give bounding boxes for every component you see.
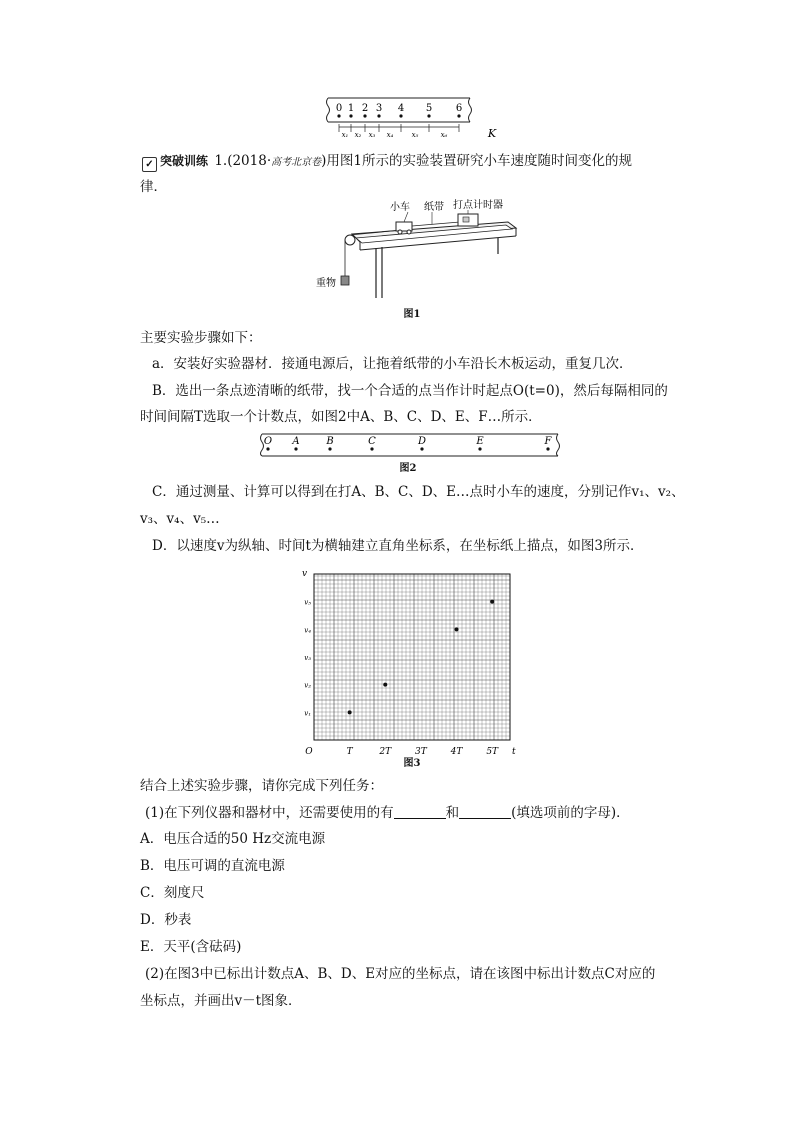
fig1-caption: 图1 — [403, 309, 421, 320]
segment-label-5: x₅ — [411, 131, 419, 139]
problem-source: 高考北京卷 — [271, 157, 322, 168]
data-point-E — [490, 600, 494, 604]
x-axis-label: t — [512, 747, 516, 757]
segment-label-2: x₂ — [354, 131, 362, 139]
step-b-line2: 时间间隔T选取一个计数点，如图2中A、B、C、D、E、F…所示． — [140, 409, 542, 425]
segment-label-1: x₁ — [341, 131, 349, 139]
y-tick-label: v₁ — [304, 709, 311, 718]
q1-suffix: (填选项前的字母)． — [511, 805, 630, 821]
segment-label-3: x₃ — [368, 131, 376, 139]
tape-tick-0: 0 — [335, 103, 343, 114]
question-2-line2: 坐标点，并画出v－t图象． — [140, 993, 302, 1009]
answer-blank-2[interactable] — [459, 804, 511, 819]
label-weight: 重物 — [316, 278, 336, 289]
option-c: C．刻度尺 — [140, 885, 205, 901]
tape-tick-4: 4 — [397, 103, 405, 114]
x-tick-label: 5T — [486, 747, 499, 757]
tape-point-label-A: A — [292, 436, 300, 447]
x-tick-label: 4T — [450, 747, 463, 757]
question-2-line1: (2)在图3中已标出计数点A、B、D、E对应的坐标点，请在该图中标出计数点C对应的 — [145, 966, 656, 982]
q1-mid: 和 — [445, 805, 460, 821]
tape-point-O — [266, 447, 269, 450]
tape-tick-2: 2 — [361, 103, 369, 114]
tape-point-label-B: B — [326, 436, 334, 447]
steps-heading: 主要实验步骤如下： — [140, 330, 262, 346]
tape-point-label-F: F — [544, 436, 552, 447]
y-tick-label: v₃ — [304, 654, 311, 662]
problem-intro-text: )用图1所示的实验装置研究小车速度随时间变化的规 — [321, 153, 632, 169]
weight-block — [341, 276, 349, 285]
tape-point-label-C: C — [368, 436, 376, 447]
label-timer: 打点计时器 — [453, 200, 503, 211]
answer-blank-1[interactable] — [394, 804, 446, 819]
tasks-intro: 结合上述实验步骤，请你完成下列任务： — [140, 778, 383, 794]
label-cart: 小车 — [390, 202, 410, 213]
step-c-line1: C．通过测量、计算可以得到在打A、B、C、D、E…点时小车的速度，分别记作v₁、v₂、 — [152, 484, 685, 500]
segment-label-6: x₆ — [440, 131, 448, 139]
problem-number: 1. — [214, 153, 228, 169]
origin-label: O — [305, 747, 313, 757]
option-d: D．秒表 — [140, 912, 192, 928]
tape-point-label-O: O — [263, 436, 273, 447]
tape-point-C — [370, 447, 373, 450]
fig2-caption: 图2 — [399, 463, 417, 474]
tape-tick-1: 1 — [347, 103, 355, 114]
option-b: B．电压可调的直流电源 — [140, 858, 285, 874]
data-point-B — [383, 683, 387, 687]
fig2-tape — [254, 432, 566, 458]
label-tape: 纸带 — [424, 202, 444, 213]
option-e: E．天平(含砝码) — [140, 939, 242, 955]
tape-tick-3: 3 — [375, 103, 383, 114]
tape-point-D — [420, 447, 423, 450]
x-tick-label: 2T — [379, 747, 392, 757]
y-tick-label: v₅ — [304, 598, 311, 607]
tape-point-F — [546, 447, 549, 450]
problem-intro-line2: 律． — [140, 179, 167, 195]
data-point-D — [455, 627, 459, 631]
tape-point-label-E: E — [476, 436, 484, 447]
segment-label-4: x₄ — [386, 131, 394, 139]
tape-point-label-D: D — [417, 436, 427, 447]
plot-frame — [314, 574, 510, 740]
option-a: A．电压合适的50 Hz交流电源 — [140, 831, 326, 847]
top-tape-figure — [322, 94, 502, 142]
tape-tick-6: 6 — [455, 103, 463, 114]
y-tick-label: v₄ — [304, 626, 311, 635]
fig3-caption: 图3 — [403, 758, 421, 769]
top-tape-dots — [337, 114, 460, 117]
data-point-A — [348, 710, 352, 714]
problem-intro — [140, 148, 680, 176]
y-tick-label: v₂ — [304, 681, 311, 690]
step-c-line2: v₃、v₄、v₅… — [140, 511, 220, 527]
tape-point-B — [328, 447, 331, 450]
training-badge: ✓ 突破训练 — [140, 148, 210, 174]
x-tick-label: 3T — [415, 747, 427, 757]
y-axis-label: v — [302, 569, 308, 579]
q1-prefix: (1)在下列仪器和器材中，还需要使用的有 — [145, 805, 394, 821]
step-d: D．以速度v为纵轴、时间t为横轴建立直角坐标系，在坐标纸上描点，如图3所示． — [152, 538, 644, 554]
fig1-apparatus — [316, 198, 520, 322]
check-icon: ✓ — [142, 157, 157, 172]
fig3-chart — [294, 560, 524, 760]
step-a: a．安装好实验器材．接通电源后，让拖着纸带的小车沿长木板运动，重复几次． — [152, 356, 633, 372]
tape-point-A — [294, 447, 297, 450]
k-label: K — [487, 127, 497, 140]
step-b-line1: B．选出一条点迹清晰的纸带，找一个合适的点当作计时起点O(t=0)，然后每隔相同的 — [152, 383, 668, 399]
problem-source-year: (2018· — [227, 153, 272, 169]
x-tick-label: T — [346, 747, 353, 757]
question-1 — [145, 800, 685, 826]
tape-tick-5: 5 — [425, 103, 433, 114]
tape-point-E — [478, 447, 481, 450]
